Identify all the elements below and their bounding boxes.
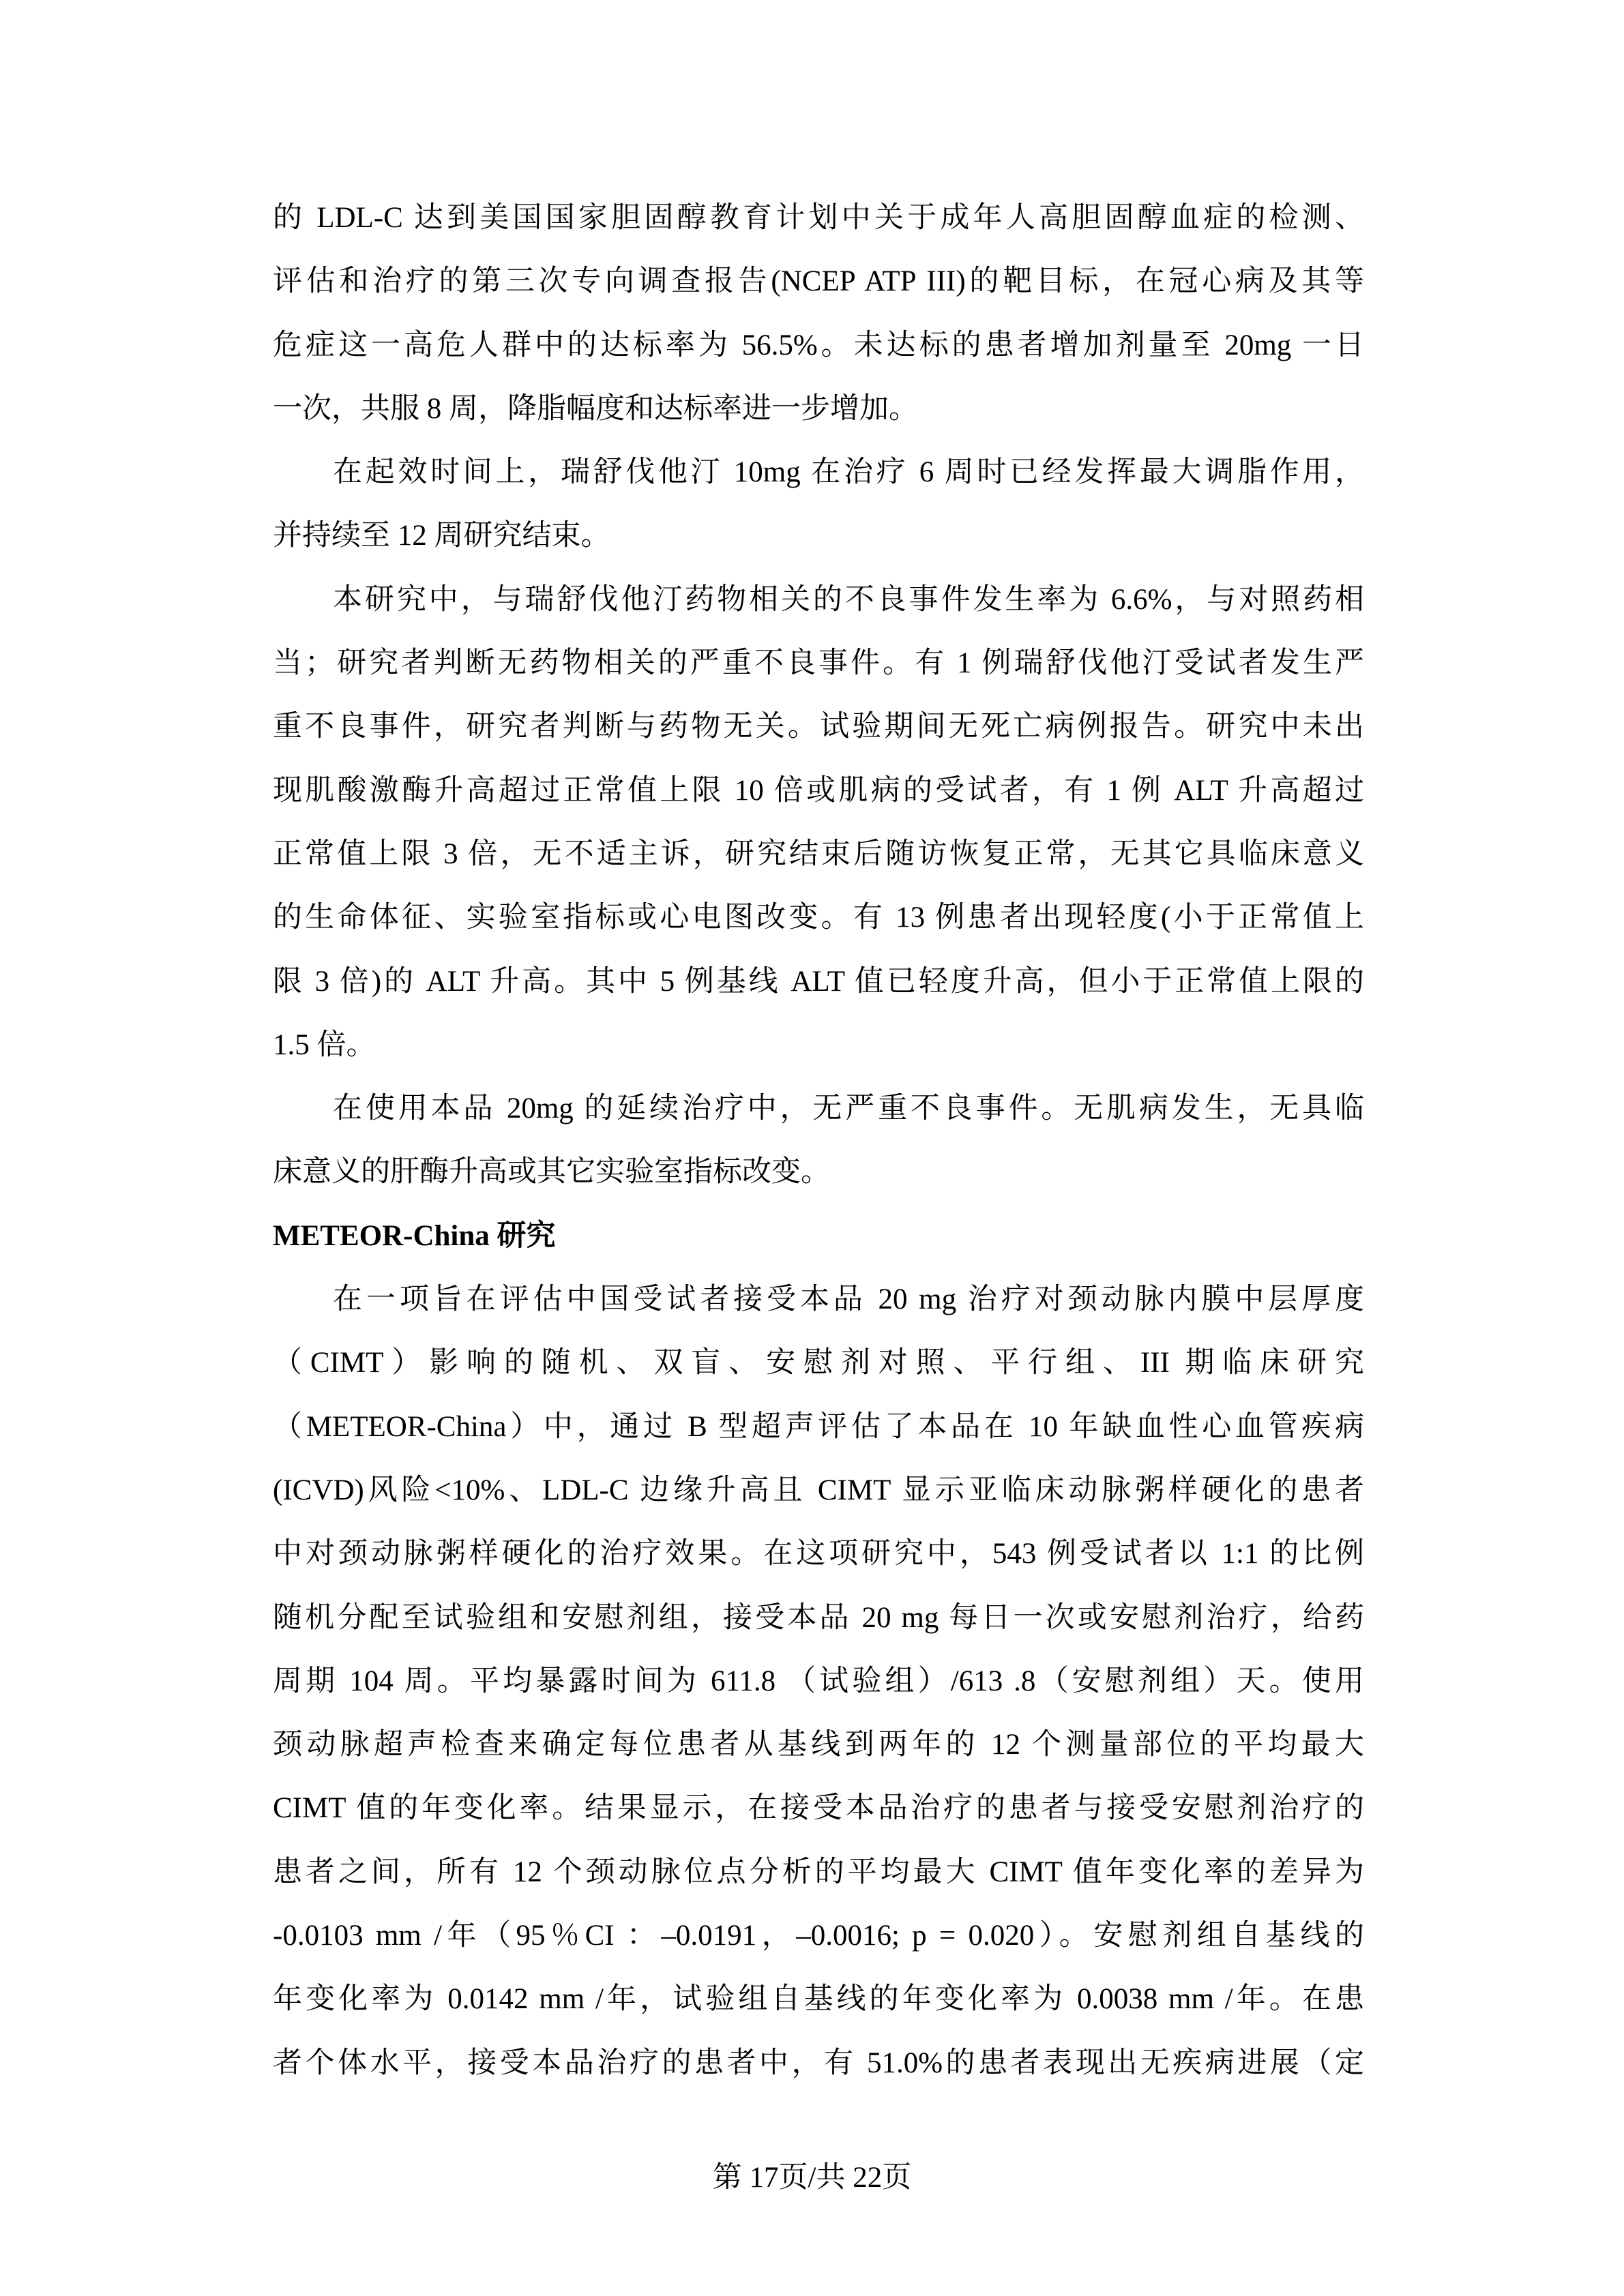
text-line: 年变化率为 0.0142 mm /年，试验组自基线的年变化率为 0.0038 mm /年。在患 (273, 1983, 1364, 2016)
text-line: 的 LDL-C 达到美国国家胆固醇教育计划中关于成年人高胆固醇血症的检测、 (273, 202, 1364, 234)
text-line: 并持续至 12 周研究结束。 (273, 520, 610, 552)
text-line: 现肌酸激酶升高超过正常值上限 10 倍或肌病的受试者，有 1 例 ALT 升高超过 (273, 774, 1364, 807)
text-line: 限 3 倍)的 ALT 升高。其中 5 例基线 ALT 值已轻度升高，但小于正常值上限的 (273, 965, 1364, 998)
text-line: 评估和治疗的第三次专向调查报告(NCEP ATP III)的靶目标，在冠心病及其等 (273, 265, 1364, 298)
text-line: (ICVD)风险<10%、LDL-C 边缘升高且 CIMT 显示亚临床动脉粥样硬化的患者 (273, 1474, 1364, 1506)
text-line: 本研究中，与瑞舒伐他汀药物相关的不良事件发生率为 6.6%，与对照药相 (333, 583, 1364, 616)
text-line: （CIMT）影响的随机、双盲、安慰剂对照、平行组、III 期临床研究 (273, 1347, 1364, 1380)
text-line: 一次，共服 8 周，降脂幅度和达标率进一步增加。 (273, 392, 918, 425)
text-line: 在起效时间上，瑞舒伐他汀 10mg 在治疗 6 周时已经发挥最大调脂作用， (333, 456, 1364, 489)
text-block (273, 186, 1364, 2095)
text-line: 患者之间，所有 12 个颈动脉位点分析的平均最大 CIMT 值年变化率的差异为 (273, 1855, 1364, 1888)
text-line: 在使用本品 20mg 的延续治疗中，无严重不良事件。无肌病发生，无具临 (333, 1092, 1364, 1125)
text-line: -0.0103 mm /年（95％CI ：–0.0191，–0.0016; p = 0.020）。安慰剂组自基线的 (273, 1920, 1364, 1952)
text-line: 重不良事件，研究者判断与药物无关。试验期间无死亡病例报告。研究中未出 (273, 711, 1364, 743)
text-line: 中对颈动脉粥样硬化的治疗效果。在这项研究中，543 例受试者以 1:1 的比例 (273, 1538, 1364, 1570)
text-line: 的生命体征、实验室指标或心电图改变。有 13 例患者出现轻度(小于正常值上 (273, 901, 1364, 934)
text-line: 随机分配至试验组和安慰剂组，接受本品 20 mg 每日一次或安慰剂治疗，给药 (273, 1601, 1364, 1634)
text-line: 在一项旨在评估中国受试者接受本品 20 mg 治疗对颈动脉内膜中层厚度 (333, 1283, 1364, 1316)
text-line: （METEOR-China）中，通过 B 型超声评估了本品在 10 年缺血性心血管疾病 (273, 1410, 1364, 1443)
text-line: 床意义的肝酶升高或其它实验室指标改变。 (273, 1156, 830, 1189)
text-line: 1.5 倍。 (273, 1028, 376, 1061)
text-line: 正常值上限 3 倍，无不适主诉，研究结束后随访恢复正常，无其它具临床意义 (273, 837, 1364, 870)
text-line: 当；研究者判断无药物相关的严重不良事件。有 1 例瑞舒伐他汀受试者发生严 (273, 647, 1364, 680)
text-line: 周期 104 周。平均暴露时间为 611.8 （试验组）/613 .8（安慰剂组）天。使用 (273, 1665, 1364, 1697)
section-heading: METEOR-China 研究 (273, 1219, 556, 1252)
text-line: 颈动脉超声检查来确定每位患者从基线到两年的 12 个测量部位的平均最大 (273, 1729, 1364, 1761)
text-line: CIMT 值的年变化率。结果显示，在接受本品治疗的患者与接受安慰剂治疗的 (273, 1792, 1364, 1825)
text-line: 危症这一高危人群中的达标率为 56.5%。未达标的患者增加剂量至 20mg 一日 (273, 329, 1364, 361)
page-number-footer: 第 17页/共 22页 (712, 2162, 912, 2194)
text-line: 者个体水平，接受本品治疗的患者中，有 51.0%的患者表现出无疾病进展（定 (273, 2046, 1364, 2079)
